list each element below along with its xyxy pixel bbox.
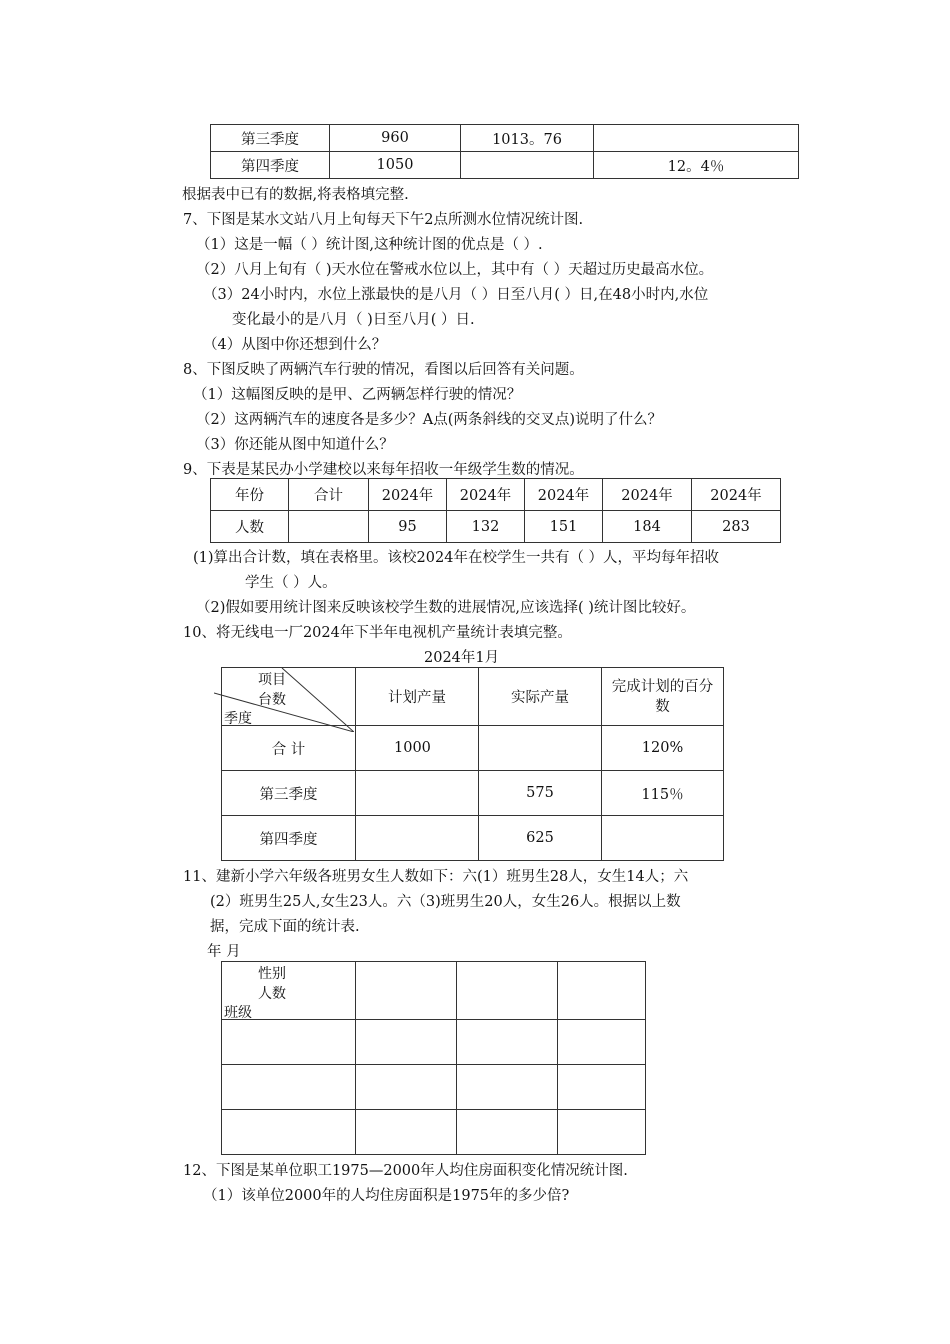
table-cell: 合计 <box>289 479 369 511</box>
question-8-2: （2）这两辆汽车的速度各是多少？A点(两条斜线的交叉点)说明了什么？ <box>196 412 663 428</box>
table-row <box>222 1110 646 1155</box>
table-cell: 12。4％ <box>594 152 799 179</box>
question-12: 12、下图是某单位职工1975—2000年人均住房面积变化情况统计图. <box>183 1163 628 1179</box>
question-7-1: （1）这是一幅（ ）统计图,这种统计图的优点是（ ）. <box>196 237 543 253</box>
table-cell <box>356 1020 457 1065</box>
table-row <box>211 511 781 543</box>
table-cell <box>457 962 558 1020</box>
table-cell <box>222 1065 356 1110</box>
table-row <box>211 125 799 152</box>
question-9: 9、下表是某民办小学建校以来每年招收一年级学生数的情况。 <box>183 462 584 478</box>
table-cell: 第四季度 <box>222 816 356 861</box>
question-9-1: (1)算出合计数，填在表格里。该校2024年在校学生一共有（ ）人，平均每年招收 <box>193 550 720 566</box>
table-cell: 第三季度 <box>222 771 356 816</box>
table-cell: 人数 <box>211 511 289 543</box>
table-cell <box>457 1020 558 1065</box>
table-cell <box>356 1065 457 1110</box>
table-cell: 575 <box>479 771 602 816</box>
class-gender-table <box>221 961 646 1155</box>
top-table <box>210 124 799 179</box>
table-cell: 1013。76 <box>461 125 594 152</box>
question-10: 10、将无线电一厂2024年下半年电视机产量统计表填完整。 <box>183 625 572 641</box>
table-date: 2024年1月 <box>424 650 500 666</box>
table-cell <box>594 125 799 152</box>
table-row <box>211 479 781 511</box>
table-cell: 第四季度 <box>211 152 330 179</box>
diag-label-mid: 台数 <box>258 692 286 708</box>
table-row <box>211 152 799 179</box>
table-cell <box>558 1065 646 1110</box>
table-cell: 2024年 <box>525 479 603 511</box>
table-cell: 151 <box>525 511 603 543</box>
table-cell: 合 计 <box>222 726 356 771</box>
table-cell <box>222 1110 356 1155</box>
table-cell: 2024年 <box>369 479 447 511</box>
question-9-1-cont: 学生（ ）人。 <box>245 575 337 591</box>
instruction-text: 根据表中已有的数据,将表格填完整. <box>182 187 409 203</box>
table-cell: 132 <box>447 511 525 543</box>
table-cell <box>558 962 646 1020</box>
diagonal-header-cell <box>222 668 356 726</box>
table-cell: 2024年 <box>603 479 692 511</box>
table-cell: 625 <box>479 816 602 861</box>
question-8-3: （3）你还能从图中知道什么？ <box>196 437 394 453</box>
table-row <box>222 726 724 771</box>
table-cell: 184 <box>603 511 692 543</box>
table-cell <box>558 1020 646 1065</box>
table-row <box>222 771 724 816</box>
table-cell: 1050 <box>330 152 461 179</box>
question-7-3-cont: 变化最小的是八月（ )日至八月( ）日. <box>232 312 475 328</box>
question-11: 11、建新小学六年级各班男女生人数如下：六(1）班男生28人，女生14人；六 <box>183 869 689 885</box>
question-8-1: （1）这幅图反映的是甲、乙两辆怎样行驶的情况？ <box>193 387 522 403</box>
diagonal-header-cell <box>222 962 356 1020</box>
table-cell <box>558 1110 646 1155</box>
table-cell <box>222 1020 356 1065</box>
question-8: 8、下图反映了两辆汽车行驶的情况，看图以后回答有关问题。 <box>183 362 584 378</box>
table-cell <box>461 152 594 179</box>
diag-label-bottom: 季度 <box>224 711 252 727</box>
diag-label-bottom: 班级 <box>224 1005 252 1021</box>
enrollment-table <box>210 478 781 543</box>
table-cell <box>356 771 479 816</box>
question-7-4: （4）从图中你还想到什么？ <box>203 337 387 353</box>
table-cell <box>602 816 724 861</box>
diag-label-top: 项目 <box>258 672 286 688</box>
question-7-2: （2）八月上旬有（ )天水位在警戒水位以上，其中有（ ）天超过历史最高水位。 <box>196 262 714 278</box>
table-cell <box>479 726 602 771</box>
table-header-cell: 实际产量 <box>479 668 602 726</box>
question-7-3: （3）24小时内，水位上涨最快的是八月（ ）日至八月( ）日,在48小时内,水位 <box>203 287 709 303</box>
table-cell <box>289 511 369 543</box>
table-cell: 2024年 <box>692 479 781 511</box>
table-cell: 1000 <box>356 726 479 771</box>
table-header-cell: 计划产量 <box>356 668 479 726</box>
table-row <box>222 1020 646 1065</box>
table-row <box>222 668 724 726</box>
table-cell <box>356 1110 457 1155</box>
table-cell: 115％ <box>602 771 724 816</box>
table-cell: 960 <box>330 125 461 152</box>
production-table <box>221 667 724 861</box>
table-cell: 120% <box>602 726 724 771</box>
table-row <box>222 962 646 1020</box>
question-9-2: （2)假如要用统计图来反映该校学生数的进展情况,应该选择( )统计图比较好。 <box>196 600 696 616</box>
table-cell: 283 <box>692 511 781 543</box>
table-row <box>222 1065 646 1110</box>
table-row <box>222 816 724 861</box>
table-cell <box>356 816 479 861</box>
table-cell <box>356 962 457 1020</box>
question-12-1: （1）该单位2000年的人均住房面积是1975年的多少倍? <box>203 1188 570 1204</box>
question-7: 7、下图是某水文站八月上旬每天下午2点所测水位情况统计图. <box>183 212 584 228</box>
table-cell: 95 <box>369 511 447 543</box>
table-cell <box>457 1065 558 1110</box>
diag-label-mid: 人数 <box>258 986 286 1002</box>
table-date-blank: 年 月 <box>207 944 241 960</box>
table-header-cell: 完成计划的百分数 <box>602 668 724 726</box>
question-11-cont2: 据，完成下面的统计表. <box>210 919 360 935</box>
table-cell: 2024年 <box>447 479 525 511</box>
table-cell <box>457 1110 558 1155</box>
table-cell: 第三季度 <box>211 125 330 152</box>
question-11-cont: (2）班男生25人,女生23人。六（3)班男生20人，女生26人。根据以上数 <box>210 894 681 910</box>
diag-label-top: 性别 <box>258 966 286 982</box>
table-cell: 年份 <box>211 479 289 511</box>
